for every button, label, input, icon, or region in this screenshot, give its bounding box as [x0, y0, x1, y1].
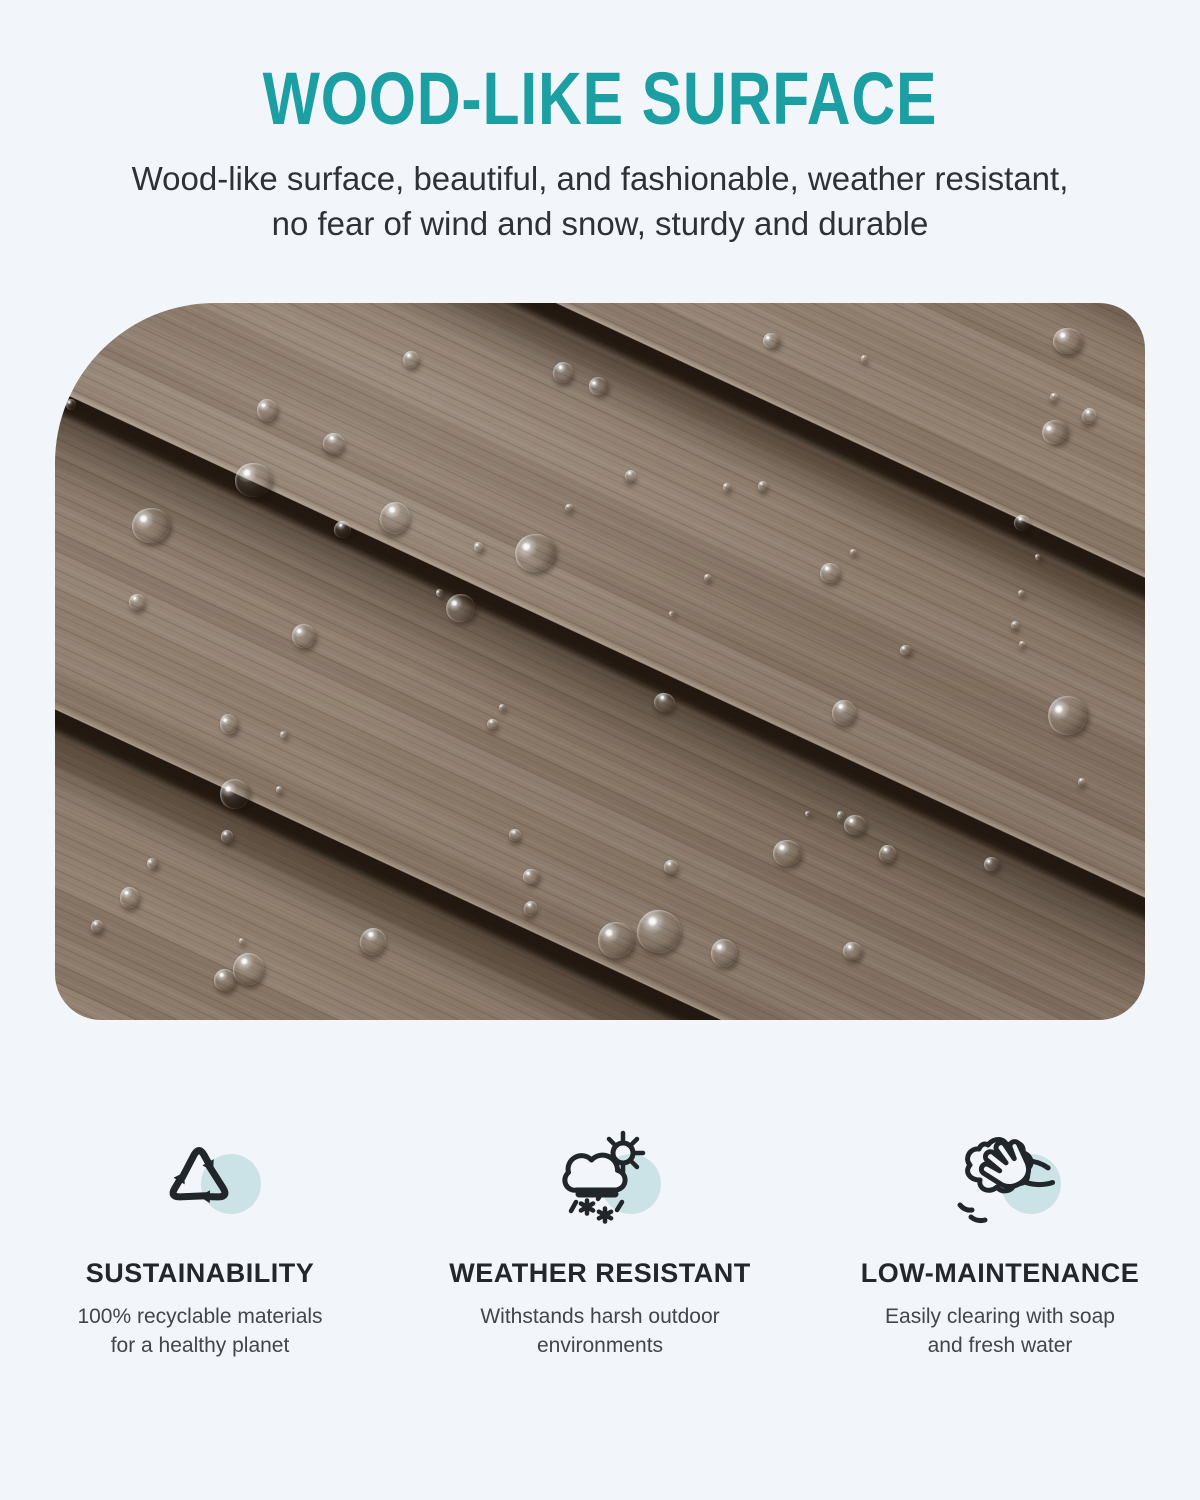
water-droplet [596, 920, 636, 960]
water-droplet [623, 469, 637, 484]
water-droplet [1012, 513, 1031, 532]
water-droplet [877, 844, 897, 865]
water-droplet [1018, 640, 1025, 647]
water-droplet [663, 858, 680, 874]
water-droplet [291, 623, 316, 649]
water-droplet [805, 810, 811, 816]
water-droplet [234, 463, 272, 499]
water-droplet [668, 610, 674, 617]
water-droplet [1010, 620, 1019, 629]
water-droplet [522, 868, 538, 884]
water-droplet [219, 712, 239, 734]
page-subtitle [0, 156, 1200, 246]
water-droplet [217, 776, 253, 813]
water-droplet [652, 690, 677, 714]
water-droplet [499, 703, 505, 710]
water-droplet [757, 480, 767, 491]
sun-cloud-snow-icon [535, 1128, 665, 1228]
water-droplet [120, 887, 139, 908]
water-droplet [1053, 327, 1082, 354]
water-droplet [66, 398, 77, 410]
water-droplet [129, 505, 171, 545]
water-droplet [276, 786, 283, 794]
water-droplet [90, 919, 104, 933]
water-droplet [844, 815, 866, 835]
water-droplet [983, 856, 1000, 872]
subtitle-line-1: Wood-like surface, beautiful, and fashionable, weather resistant, [131, 160, 1069, 197]
water-droplet [830, 699, 857, 727]
feature-description [400, 1302, 800, 1360]
water-droplet [860, 355, 867, 362]
water-droplet [238, 938, 243, 944]
water-droplet [332, 519, 353, 540]
feature-weather-resistant [400, 1128, 800, 1360]
recycle-icon [135, 1128, 265, 1228]
water-droplet [402, 350, 420, 369]
decking-photo [55, 303, 1145, 1020]
feature-desc-line-2: for a healthy planet [110, 1334, 290, 1357]
feature-desc-line-2: environments [536, 1334, 664, 1357]
water-droplet [842, 942, 863, 961]
water-droplet [357, 925, 390, 959]
water-droplet [257, 398, 277, 420]
feature-description [0, 1302, 400, 1360]
feature-list [0, 1128, 1200, 1360]
hand-wipe-icon [935, 1128, 1065, 1228]
subtitle-line-2: no fear of wind and snow, sturdy and durable [271, 205, 929, 242]
water-droplet [1034, 554, 1040, 561]
water-droplet [704, 574, 712, 582]
feature-title: WEATHER RESISTANT [449, 1258, 751, 1288]
feature-description [800, 1302, 1200, 1360]
water-droplet [146, 857, 158, 870]
feature-title: SUSTAINABILITY [85, 1258, 315, 1288]
water-droplet [443, 590, 478, 624]
water-droplet [220, 830, 234, 844]
water-droplet [723, 483, 730, 491]
water-droplet [1080, 406, 1098, 425]
water-droplet [1044, 691, 1092, 739]
water-droplet [819, 562, 840, 583]
sun-cloud-snow-icon-graphic [543, 1128, 659, 1228]
feature-sustainability [0, 1128, 400, 1360]
water-droplet [1078, 777, 1087, 786]
water-droplet [635, 907, 683, 954]
water-droplet [711, 939, 737, 967]
water-droplet [511, 530, 559, 577]
feature-desc-line-2: and fresh water [927, 1334, 1073, 1357]
water-droplet [1049, 391, 1059, 401]
water-droplet [279, 730, 287, 738]
water-droplet [486, 718, 499, 730]
water-droplet [900, 645, 911, 656]
water-droplet [762, 332, 780, 350]
feature-desc-line-1: Withstands harsh outdoor [480, 1305, 720, 1328]
water-droplet [376, 499, 414, 538]
hand-wipe-icon-graphic [943, 1128, 1059, 1228]
water-droplet [1018, 590, 1024, 596]
feature-desc-line-1: Easily clearing with soap [885, 1305, 1115, 1328]
feature-desc-line-1: 100% recyclable materials [77, 1305, 323, 1328]
water-droplet [1039, 417, 1070, 447]
water-droplet [587, 374, 609, 397]
water-droplet [565, 504, 574, 512]
water-droplet [772, 839, 801, 867]
water-droplet [522, 899, 539, 917]
water-droplet [837, 811, 845, 819]
water-droplet [435, 588, 444, 598]
water-droplet [850, 549, 856, 556]
water-droplet [507, 828, 521, 842]
water-droplet [551, 360, 574, 384]
recycle-icon-graphic [143, 1128, 255, 1228]
water-droplet [473, 542, 483, 552]
feature-title: LOW-MAINTENANCE [860, 1258, 1140, 1288]
feature-low-maintenance [800, 1128, 1200, 1360]
water-droplet [128, 593, 146, 611]
water-droplet [320, 430, 347, 456]
water-droplet [231, 950, 266, 986]
page-title: WOOD-LIKE SURFACE [262, 57, 938, 140]
